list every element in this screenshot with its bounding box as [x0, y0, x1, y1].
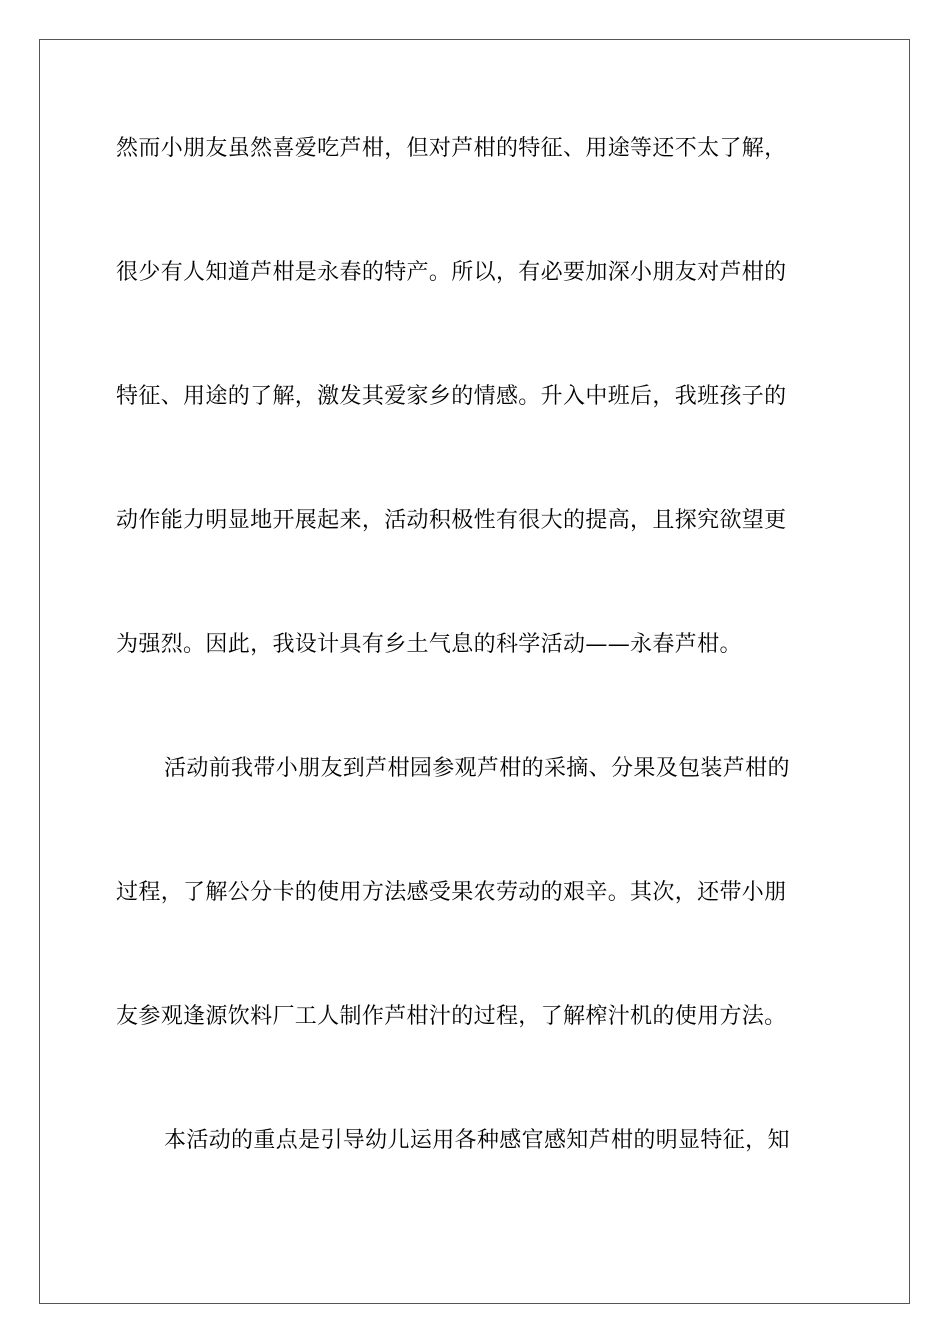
paragraph-1-line-1: 然而小朋友虽然喜爱吃芦柑，但对芦柑的特征、用途等还不太了解，	[116, 136, 787, 161]
paragraph-2-line-1: 活动前我带小朋友到芦柑园参观芦柑的采摘、分果及包装芦柑的	[164, 756, 790, 781]
paragraph-1-line-2: 很少有人知道芦柑是永春的特产。所以，有必要加深小朋友对芦柑的	[116, 260, 787, 285]
paragraph-1-line-5: 为强烈。因此，我设计具有乡土气息的科学活动——永春芦柑。	[116, 632, 742, 657]
paragraph-3-line-1: 本活动的重点是引导幼儿运用各种感官感知芦柑的明显特征，知	[164, 1128, 790, 1153]
paragraph-1-line-4: 动作能力明显地开展起来，活动积极性有很大的提高，且探究欲望更	[116, 508, 787, 533]
paragraph-2-line-3: 友参观逢源饮料厂工人制作芦柑汁的过程，了解榨汁机的使用方法。	[116, 1004, 787, 1029]
paragraph-1-line-3: 特征、用途的了解，激发其爱家乡的情感。升入中班后，我班孩子的	[116, 384, 787, 409]
page-border	[39, 39, 910, 1304]
paragraph-2-line-2: 过程，了解公分卡的使用方法感受果农劳动的艰辛。其次，还带小朋	[116, 880, 787, 905]
